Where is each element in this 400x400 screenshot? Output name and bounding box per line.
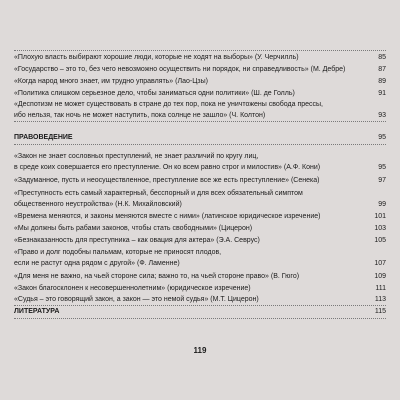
page-ref: 107 — [374, 260, 386, 267]
toc-entry: «Право и долг подобны пальмам, которые не приносят плодов, если не растут одна рядом с другой» (Ф. Ламенне) 107 — [14, 249, 386, 267]
toc-entry: «Когда народ много знает, им трудно управлять» (Лао-Цзы) 89 — [14, 78, 386, 85]
toc-entry: «Государство – это то, без чего невозможно осуществить ни порядок, ни справедливость» (М. Дебре) 87 — [14, 66, 386, 73]
page-ref: 103 — [374, 225, 386, 232]
toc-entry: «Задуманное, пусть и неосуществленное, преступление все же есть преступление» (Сенека) 97 — [14, 177, 386, 184]
page-ref: 113 — [374, 296, 386, 303]
toc-entry: «Плохую власть выбирают хорошие люди, которые не ходят на выборы» (У. Черчилль) 85 — [14, 54, 386, 61]
page-ref: 105 — [374, 237, 386, 244]
page-ref: 85 — [378, 54, 386, 61]
page-ref: 89 — [378, 78, 386, 85]
toc-entry: «Времена меняются, и законы меняются вместе с ними» (латинское юридическое изречение) 101 — [14, 213, 386, 220]
page-ref: 111 — [375, 285, 386, 292]
page-number: 119 — [193, 346, 207, 355]
page-ref: 95 — [378, 134, 386, 141]
toc-entry: «Закон не знает сословных преступлений, не знает различий по кругу лиц, в среде коих совершается его преступление. Он ко всем равно строг и милостив» (А.Ф. Кони) 95 — [14, 153, 386, 171]
page-ref: 87 — [378, 66, 386, 73]
page-ref: 91 — [378, 90, 386, 97]
toc-entry: «Деспотизм не может существовать в стране до тех пор, пока не уничтожены свобода прессы, ибо нельзя, так ночь не может наступить, пока солнце не зашло» (Ч. Колтон) 93 — [14, 99, 386, 122]
top-divider — [14, 50, 386, 51]
toc-entry: «Безнаказанность для преступника – как овация для актера» (Э.А. Севрус) 105 — [14, 237, 386, 244]
toc-entry: «Мы должны быть рабами законов, чтобы стать свободными» (Цицерон) 103 — [14, 225, 386, 232]
page-ref: 109 — [374, 273, 386, 280]
section-heading-literature — [14, 306, 386, 319]
section-title: ПРАВОВЕДЕНИЕ — [14, 134, 73, 141]
page-ref: 97 — [378, 177, 386, 184]
toc-entry: «Закон благосклонен к несовершеннолетним» (юридическое изречение) 111 — [14, 285, 386, 292]
toc-entry: «Судья – это говорящий закон, а закон — это немой судья» (М.Т. Цицерон) 113 — [14, 294, 386, 306]
page-ref: 95 — [378, 164, 386, 171]
page-ref: 115 — [374, 308, 386, 315]
toc-entry: «Политика слишком серьезное дело, чтобы заниматься одни политики» (Ш. де Голль) 91 — [14, 90, 386, 97]
section-title: ЛИТЕРАТУРА — [14, 308, 60, 315]
page-ref: 101 — [374, 213, 386, 220]
toc-entry: «Для меня не важно, на чьей стороне сила; важно то, на чьей стороне право» (В. Гюго) 109 — [14, 273, 386, 280]
page-ref: 93 — [378, 112, 386, 119]
section-heading-law — [14, 132, 386, 145]
page-ref: 99 — [378, 201, 386, 208]
toc-entry: «Преступность есть самый характерный, бесспорный и для всех обязательный симптом общественного неустройства» (Н.К. Михайловский) 99 — [14, 190, 386, 208]
